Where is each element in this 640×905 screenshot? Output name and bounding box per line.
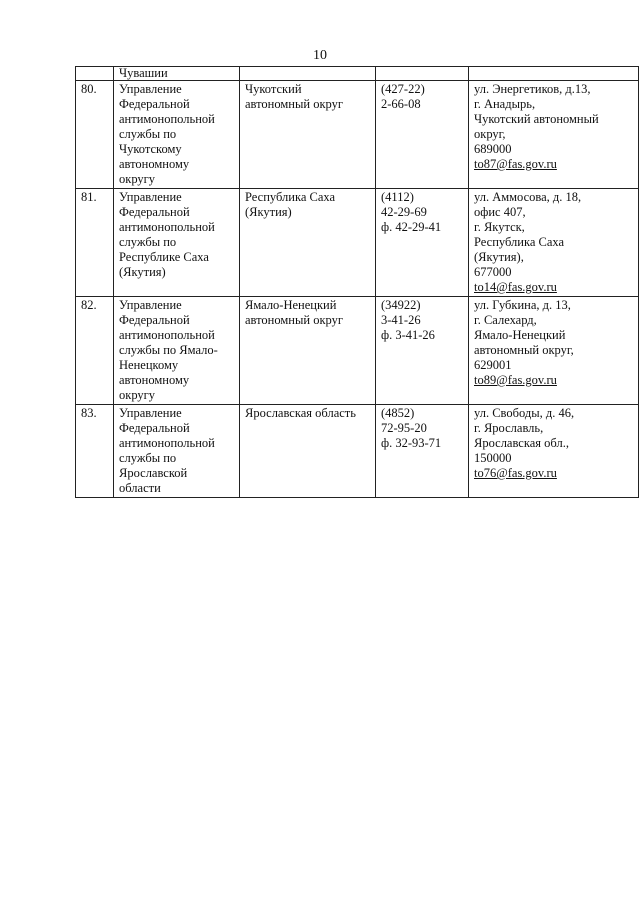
office-name-line: Управление: [119, 406, 182, 420]
cell-phones: [376, 189, 469, 297]
phone-line: 72-95-20: [381, 421, 427, 435]
address-line: г. Анадырь,: [474, 97, 536, 111]
address-line: 629001: [474, 358, 512, 372]
office-name-line: Федеральной: [119, 205, 190, 219]
office-name-line: антимонопольной: [119, 436, 215, 450]
phone-line: 3-41-26: [381, 313, 421, 327]
cell-address: [469, 405, 639, 498]
phone-line: (427-22): [381, 82, 425, 96]
region-line: Ярославская область: [245, 406, 356, 420]
office-name-line: Республике Саха: [119, 250, 209, 264]
cell-phones: [376, 297, 469, 405]
phone-line: 2-66-08: [381, 97, 421, 111]
office-name-line: автономному: [119, 157, 190, 171]
region-line: Чукотский: [245, 82, 302, 96]
email-link[interactable]: to87@fas.gov.ru: [474, 157, 557, 171]
cell-address: [469, 297, 639, 405]
phone-line: ф. 42-29-41: [381, 220, 442, 234]
cell-num: 82.: [76, 297, 114, 405]
address-line: округ,: [474, 127, 506, 141]
cell-address: [469, 81, 639, 189]
table-row-continuation: [76, 67, 639, 81]
region-line: автономный округ: [245, 313, 343, 327]
table-row: [76, 189, 639, 297]
cell-phones: [376, 81, 469, 189]
region-line: Республика Саха: [245, 190, 336, 204]
address-line: 150000: [474, 451, 512, 465]
cell-name: [114, 405, 240, 498]
address-line: г. Якутск,: [474, 220, 525, 234]
office-name-line: антимонопольной: [119, 328, 215, 342]
region-line: (Якутия): [245, 205, 292, 219]
cell-name: [114, 297, 240, 405]
page-number: 10: [313, 48, 327, 63]
cell-num: 83.: [76, 405, 114, 498]
phone-line: 42-29-69: [381, 205, 427, 219]
address-line: Республика Саха: [474, 235, 565, 249]
office-name-line: области: [119, 481, 161, 495]
office-name-line: Чукотскому: [119, 142, 182, 156]
cell-region: [240, 405, 376, 498]
address-line: ул. Энергетиков, д.13,: [474, 82, 591, 96]
office-name-line: Федеральной: [119, 421, 190, 435]
office-name-line: Ярославской: [119, 466, 188, 480]
address-line: 677000: [474, 265, 512, 279]
cell-region: [240, 189, 376, 297]
cell-region: [240, 67, 376, 81]
cell-num: 80.: [76, 81, 114, 189]
address-line: ул. Губкина, д. 13,: [474, 298, 571, 312]
office-name-line: Управление: [119, 298, 182, 312]
office-name-line: службы по: [119, 235, 177, 249]
region-line: Ямало-Ненецкий: [245, 298, 337, 312]
cell-name: [114, 81, 240, 189]
email-link[interactable]: to76@fas.gov.ru: [474, 466, 557, 480]
address-line: г. Ярославль,: [474, 421, 544, 435]
cell-num: [76, 67, 114, 81]
office-name-line: округу: [119, 388, 156, 402]
office-name-line: службы по Ямало-: [119, 343, 218, 357]
office-name-line: Ненецкому: [119, 358, 179, 372]
office-name-line: Федеральной: [119, 97, 190, 111]
offices-table: [75, 66, 639, 498]
phone-line: ф. 3-41-26: [381, 328, 435, 342]
phone-line: (34922): [381, 298, 421, 312]
email-link[interactable]: to89@fas.gov.ru: [474, 373, 557, 387]
cell-phones: [376, 405, 469, 498]
office-name-line: автономному: [119, 373, 190, 387]
table-row: [76, 297, 639, 405]
cell-region: [240, 297, 376, 405]
office-name-line: антимонопольной: [119, 112, 215, 126]
cell-address: [469, 189, 639, 297]
cell-region: [240, 81, 376, 189]
cell-address: [469, 67, 639, 81]
office-name-line: Федеральной: [119, 313, 190, 327]
table-row: [76, 405, 639, 498]
table-body: [76, 67, 639, 498]
office-name-line: (Якутия): [119, 265, 166, 279]
address-line: Ямало-Ненецкий: [474, 328, 566, 342]
address-line: Ярославская обл.,: [474, 436, 569, 450]
address-line: (Якутия),: [474, 250, 524, 264]
email-link[interactable]: to14@fas.gov.ru: [474, 280, 557, 294]
cell-name: [114, 189, 240, 297]
cell-name: Чувашии: [114, 67, 240, 81]
address-line: ул. Свободы, д. 46,: [474, 406, 575, 420]
office-name-line: службы по: [119, 127, 177, 141]
office-name-line: антимонопольной: [119, 220, 215, 234]
office-name-line: службы по: [119, 451, 177, 465]
address-line: ул. Аммосова, д. 18,: [474, 190, 582, 204]
phone-line: (4112): [381, 190, 414, 204]
address-line: офис 407,: [474, 205, 526, 219]
address-line: автономный округ,: [474, 343, 574, 357]
office-name-line: Управление: [119, 82, 182, 96]
office-name-line: округу: [119, 172, 156, 186]
cell-num: 81.: [76, 189, 114, 297]
phone-line: (4852): [381, 406, 415, 420]
cell-phones: [376, 67, 469, 81]
office-name-line: Управление: [119, 190, 182, 204]
address-line: 689000: [474, 142, 512, 156]
region-line: автономный округ: [245, 97, 343, 111]
table-row: [76, 81, 639, 189]
address-line: Чукотский автономный: [474, 112, 599, 126]
address-line: г. Салехард,: [474, 313, 537, 327]
phone-line: ф. 32-93-71: [381, 436, 442, 450]
